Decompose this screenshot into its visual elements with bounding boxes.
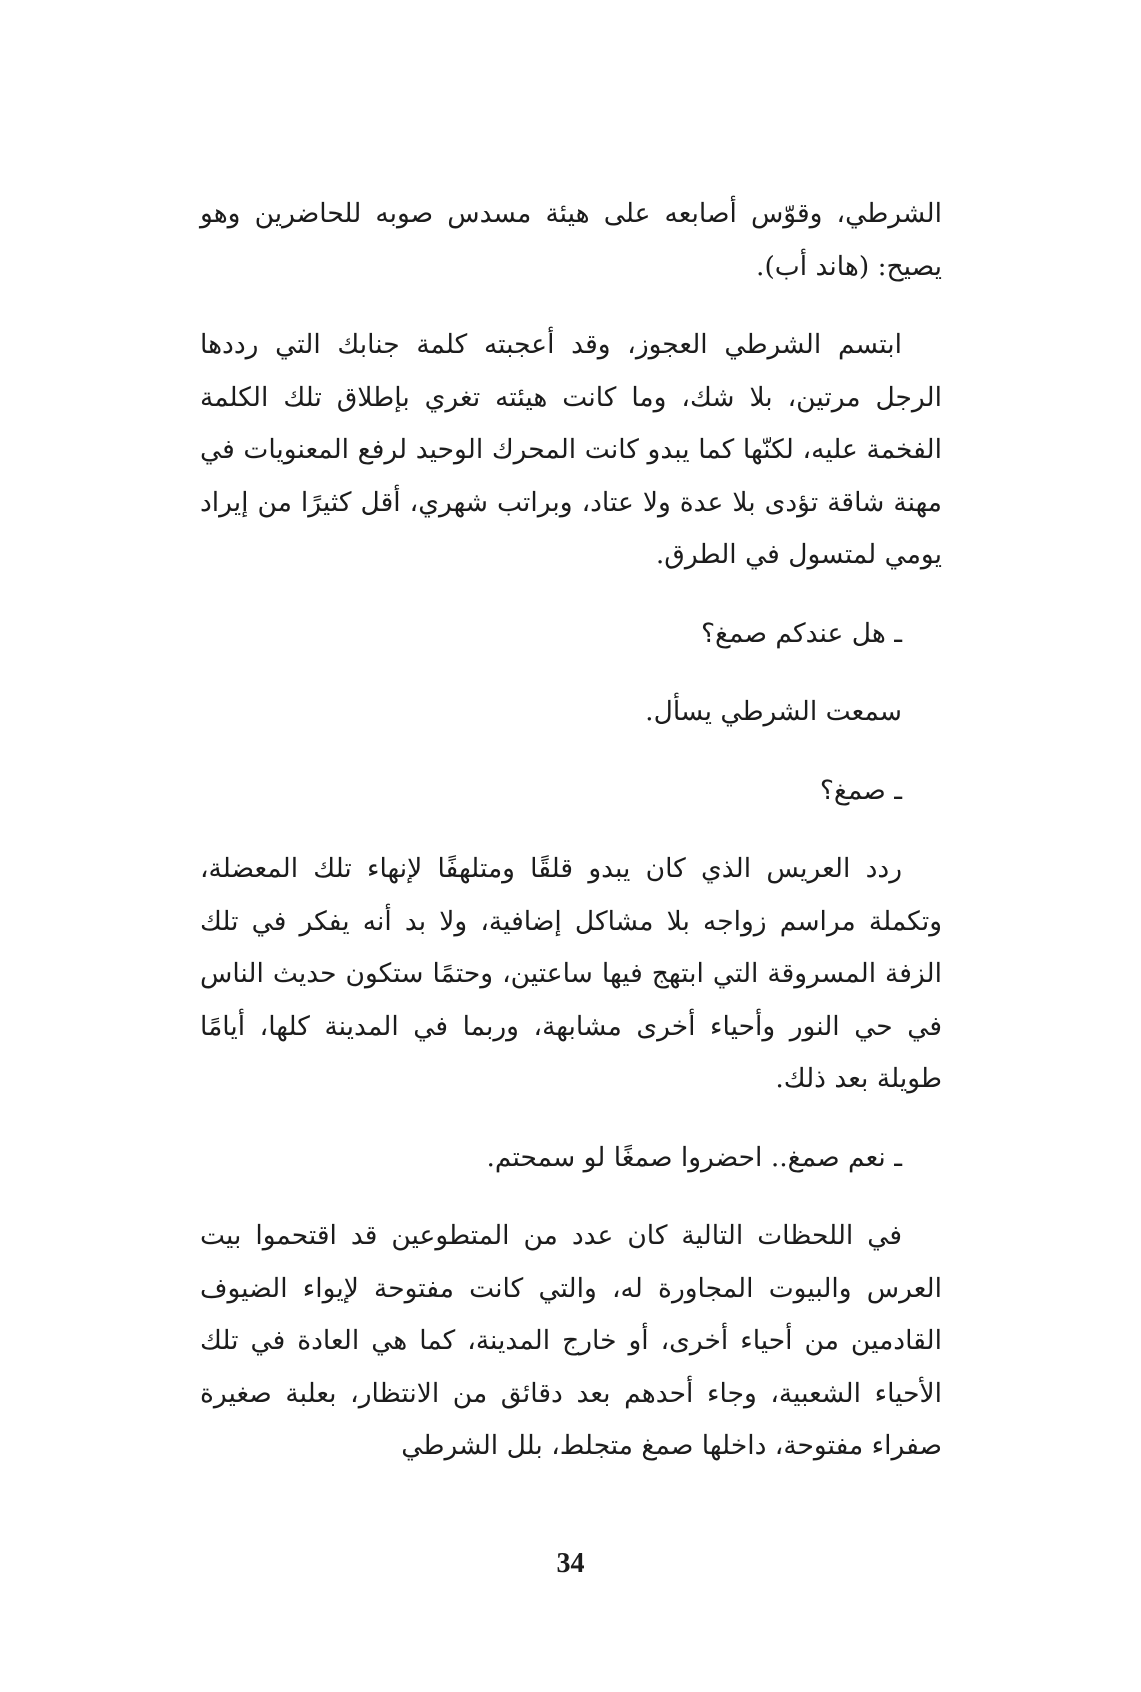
- narration-line: سمعت الشرطي يسأل.: [645, 696, 902, 727]
- dialogue-line: ـ هل عندكم صمغ؟: [700, 617, 902, 649]
- page-number: 34: [556, 1548, 585, 1579]
- body-text: [200, 188, 942, 1499]
- paragraph: ابتسم الشرطي العجوز، وقد أعجبته كلمة جنابك التي رددها الرجل مرتين، بلا شك، وما كانت هيئته تغري بإطلاق تلك الكلمة الفخمة عليه، لكنّها كما يبدو كانت المحرك الوحيد لرفع المعنويات في مهنة شاقة تؤدى بلا عدة ولا عتاد، وبراتب شهري، أقل كثيرًا من إيراد يومي لمتسول في الطرق.: [200, 329, 942, 570]
- paragraph: في اللحظات التالية كان عدد من المتطوعين قد اقتحموا بيت العرس والبيوت المجاورة له، والتي كانت مفتوحة لإيواء الضيوف القادمين من أحياء أخرى، أو خارج المدينة، كما هي العادة في تلك الأحياء الشعبية، وجاء أحدهم بعد دقائق من الانتظار، بعلبة صغيرة صفراء مفتوحة، داخلها صمغ متجلط، بلل الشرطي: [200, 1220, 942, 1461]
- paragraph: ردد العريس الذي كان يبدو قلقًا ومتلهفًا لإنهاء تلك المعضلة، وتكملة مراسم زواجه بلا مشاكل إضافية، ولا بد أنه يفكر في تلك الزفة المسروقة التي ابتهج فيها ساعتين، وحتمًا ستكون حديث الناس في حي النور وأحياء أخرى مشابهة، وربما في المدينة كلها، أيامًا طويلة بعد ذلك.: [200, 853, 942, 1094]
- paragraph-continuation: الشرطي، وقوّس أصابعه على هيئة مسدس صوبه للحاضرين وهو يصيح: (هاند أب).: [200, 198, 942, 282]
- dialogue-line: ـ نعم صمغ.. احضروا صمغًا لو سمحتم.: [486, 1141, 902, 1173]
- dialogue-line: ـ صمغ؟: [819, 774, 902, 806]
